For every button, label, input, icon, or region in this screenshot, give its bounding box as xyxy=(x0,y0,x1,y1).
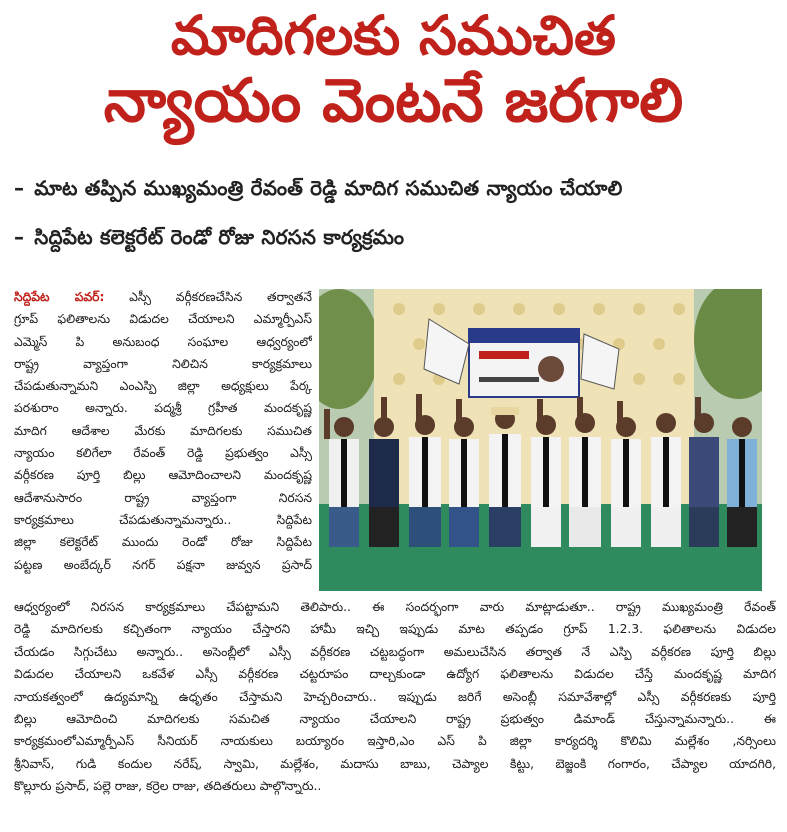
article-line: న్యాయం కలిగేలా రేవంత్ రెడ్డి ప్రభుత్వం ఎస్సీ xyxy=(14,446,312,461)
article-line: పట్టణ అంబేద్కర్ నగర్ పక్షనా జువ్వన ప్రసాద్ xyxy=(14,557,312,572)
article-line: నాయకత్వంలో ఉద్యమాన్ని ఉధృతం చేస్తామని హెచ్చరించారు.. ఇప్పుడు జరిగే అసెంబ్లీ సమావేశాల్లో ఎస్సీ వర్గీకరణకు పూర్తి xyxy=(14,689,776,704)
article-line: గ్రూప్ ఫలితాలను విడుదల చేయాలని ఎమ్మార్పీఎస్ xyxy=(14,312,312,327)
article-line: చేపడుతున్నామని ఎంఎస్పి జిల్లా అధ్యక్షులు పేర్క xyxy=(14,379,312,394)
article-line: విడుదల చేయాలని ఒకవేళ ఎస్సీ వర్గీకరణ చట్టరూపం దాల్చకుండా ఉద్యోగ ఫలితాలను విడుదల చేస్తే మందకృష్ణ మాదిగ xyxy=(14,667,776,682)
article-line: బిల్లు ఆమోదించి మాదిగలకు సమచిత న్యాయం చేయాలని రాష్ట్ర ప్రభుత్వం డిమాండ్ చేస్తున్నామన్నారు.. ఈ xyxy=(14,712,776,727)
protest-photo xyxy=(319,289,762,591)
subheading-1: – మాట తప్పిన ముఖ్యమంత్రి రేవంత్ రెడ్డి మాదిగ సముచిత న్యాయం చేయాలి xyxy=(14,176,623,200)
article-line: కార్యక్రమాలు చేపడుతున్నామన్నారు.. సిద్దిపేట xyxy=(14,512,312,527)
article-line: వర్గీకరణ పూర్తి బిల్లు ఆమోదించాలని మందకృష్ణ xyxy=(14,468,312,483)
article-line: ఎమ్మెస్ పి అనుబంధ సంఘాల ఆధ్వర్యంలో xyxy=(14,334,312,349)
article-line: సిద్దిపేట పవర్: ఎస్సీ వర్గీకరణచేసిన తర్వాతనే xyxy=(14,290,312,304)
headline xyxy=(0,2,787,136)
subheading-2-text: సిద్దిపేట కలెక్టరేట్ రెండో రోజు నిరసన కార్యక్రమం xyxy=(34,225,405,249)
article-line: చేయడం సిగ్గుచేటు అన్నారు.. అసెంబ్లీలో ఎస్సీ వర్గీకరణ చట్టబద్ధంగా అమలుచేసిన తర్వాత నే ఎస్పి వర్గీకరణ పూర్తి బిల్లు xyxy=(14,644,776,659)
subheading-1-text: మాట తప్పిన ముఖ్యమంత్రి రేవంత్ రెడ్డి మాదిగ సముచిత న్యాయం చేయాలి xyxy=(34,176,623,200)
subheading-2: – సిద్దిపేట కలెక్టరేట్ రెండో రోజు నిరసన కార్యక్రమం xyxy=(14,225,405,249)
article-full-width-text xyxy=(14,596,776,798)
article-line: రెడ్డి మాదిగలకు కచ్చితంగా న్యాయం చేస్తారని హామీ ఇచ్చి ఇప్పుడు మాట తప్పడం గ్రూప్ 1.2.3. ఫలితాలను విడుదల xyxy=(14,622,776,637)
article-line: మాదిగ ఆదేశాల మేరకు మాదిగలకు సముచిత xyxy=(14,423,312,438)
article-line: జిల్లా కలెక్టరేట్ ముందు రెండో రోజు సిద్దిపేట xyxy=(14,535,312,550)
dateline: సిద్దిపేట పవర్: xyxy=(14,290,105,304)
protest-photo-illustration xyxy=(319,289,762,591)
article-line: కార్యక్రమంలోఎమ్మార్పీఎస్ సీనియర్ నాయకులు బయ్యారం ఇస్తారి,ఎం ఎస్ పి జిల్లా కార్యదర్శి కొలిమి మల్లేశం ,నర్సింలు xyxy=(14,734,776,749)
article-line: ఆదేశానుసారం రాష్ట్ర వ్యాప్తంగా నిరసన xyxy=(14,490,312,505)
headline-line-2: న్యాయం వెంటనే జరగాలి xyxy=(103,66,684,137)
article-line: పరశురాం అన్నారు. పద్మశ్రీ గ్రహీత మందకృష్ణ xyxy=(14,401,312,416)
article-line: శ్రీనివాస్, గుడి కందుల నరేష్, స్వామి, మల్లేశం, మదాసు బాబు, చెప్యాల కిట్టు, బెజ్జంకి గంగారం, చేప్యాల యాదగిరి, xyxy=(14,756,776,771)
article-line: ఆధ్వర్యంలో నిరసన కార్యక్రమాలు చేపట్టామని తెలిపారు.. ఈ సందర్భంగా వారు మాట్లాడుతూ.. రాష్ట్ర ముఖ్యమంత్రి రేవంత్ xyxy=(14,600,776,614)
headline-line-1: మాదిగలకు సముచిత xyxy=(170,4,617,67)
article-column xyxy=(14,286,312,576)
article-line: కొల్లూరు ప్రసాద్, పల్లె రాజు, కర్రెల రాజు, తదితరులు పాల్గొన్నారు.. xyxy=(14,779,322,794)
subheadings xyxy=(14,176,774,274)
article-line: రాష్ట్ర వ్యాప్తంగా నిలిచిన కార్యక్రమాలు xyxy=(14,356,312,371)
